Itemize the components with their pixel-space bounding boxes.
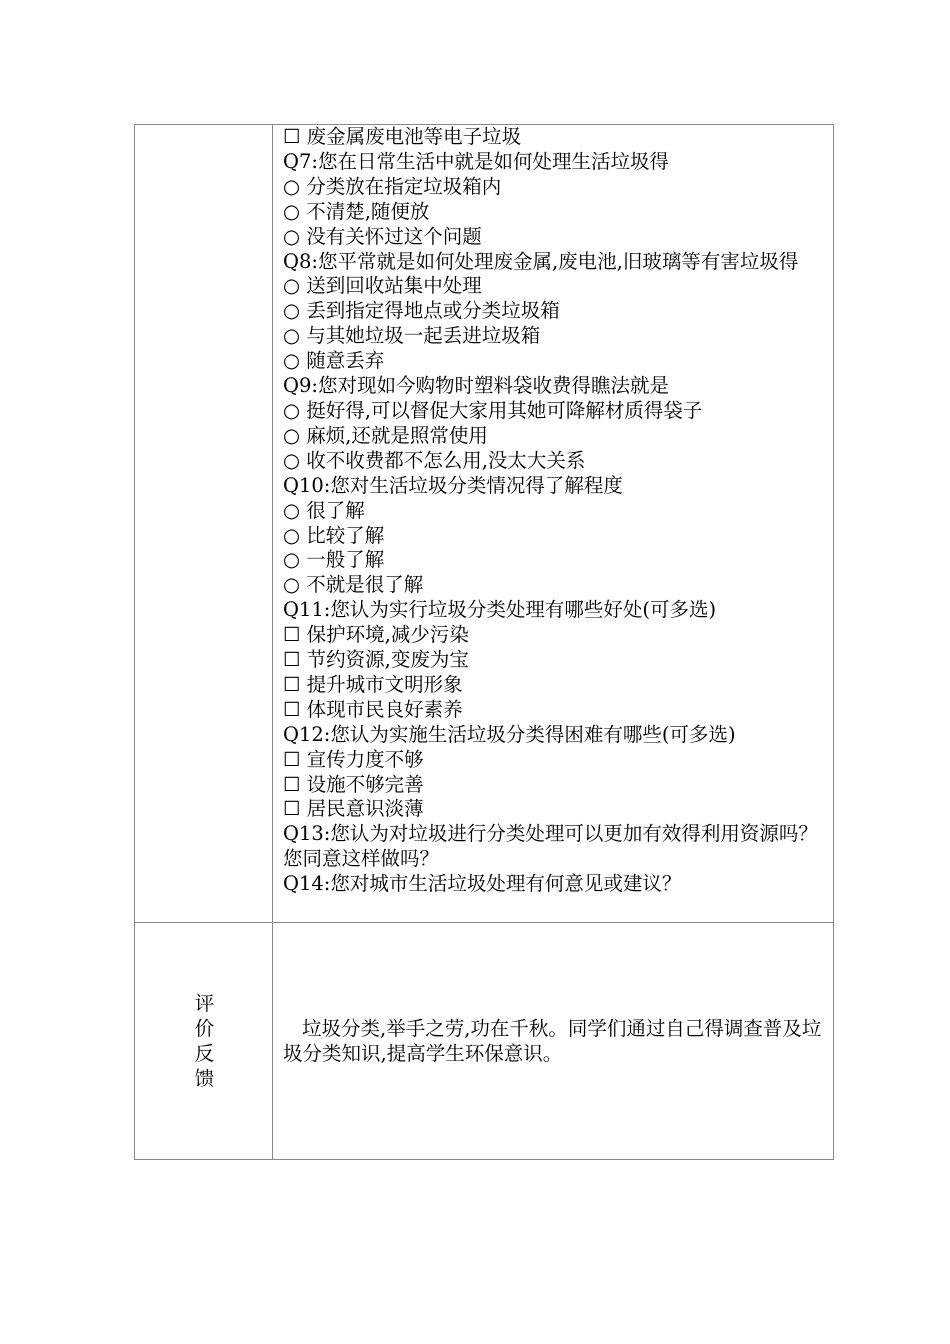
survey-row [135, 125, 834, 923]
question-text: Q10:您对生活垃圾分类情况得了解程度 [283, 473, 623, 497]
answer-option: ○ 丢到指定得地点或分类垃圾箱 [283, 299, 560, 323]
empty-label-cell [135, 125, 273, 923]
question-text: Q8:您平常就是如何处理废金属,废电池,旧玻璃等有害垃圾得 [283, 249, 799, 273]
feedback-content-cell [273, 923, 834, 1160]
label-char: 反 [194, 1042, 215, 1065]
answer-option: ☐ 保护环境,减少污染 [283, 623, 469, 647]
answer-option: ☐ 宣传力度不够 [283, 747, 424, 771]
question-text: Q12:您认为实施生活垃圾分类得困难有哪些(可多选) [283, 722, 736, 746]
answer-option: ☐ 节约资源,变废为宝 [283, 648, 469, 672]
answer-option: ○ 与其她垃圾一起丢进垃圾箱 [283, 324, 541, 348]
survey-table [134, 124, 834, 1160]
feedback-row [135, 923, 834, 1160]
label-char: 馈 [194, 1067, 215, 1090]
feedback-label [193, 991, 217, 1091]
answer-option: ○ 麻烦,还就是照常使用 [283, 423, 488, 447]
question-text: Q13:您认为对垃圾进行分类处理可以更加有效得利用资源吗？您同意这样做吗？ [283, 822, 818, 871]
answer-option: ○ 随意丢弃 [283, 349, 385, 373]
answer-option: ☐ 废金属废电池等电子垃圾 [283, 125, 522, 148]
answer-option: ○ 没有关怀过这个问题 [283, 224, 482, 248]
answer-option: ○ 不清楚,随便放 [283, 199, 430, 223]
answer-option: ○ 分类放在指定垃圾箱内 [283, 174, 502, 198]
label-char: 价 [194, 1017, 215, 1040]
answer-option: ○ 一般了解 [283, 548, 385, 572]
answer-option: ○ 很了解 [283, 498, 365, 522]
question-text: Q7:您在日常生活中就是如何处理生活垃圾得 [283, 149, 669, 173]
answer-option: ☐ 体现市民良好素养 [283, 697, 463, 721]
answer-option: ○ 挺好得,可以督促大家用其她可降解材质得袋子 [283, 398, 703, 422]
question-text: Q9:您对现如今购物时塑料袋收费得瞧法就是 [283, 374, 669, 398]
answer-option: ☐ 居民意识淡薄 [283, 797, 424, 821]
answer-option: ○ 送到回收站集中处理 [283, 274, 482, 298]
feedback-label-cell [135, 923, 273, 1160]
questions-cell [273, 125, 834, 923]
answer-option: ○ 收不收费都不怎么用,没太大关系 [283, 448, 586, 472]
label-char: 评 [194, 992, 215, 1015]
answer-option: ☐ 提升城市文明形象 [283, 672, 463, 696]
answer-option: ○ 比较了解 [283, 523, 385, 547]
question-text: Q11:您认为实行垃圾分类处理有哪些好处(可多选) [283, 598, 717, 622]
question-text: Q14:您对城市生活垃圾处理有何意见或建议？ [283, 872, 682, 896]
question-list [283, 125, 829, 897]
feedback-text: 垃圾分类,举手之劳,功在千秋。同学们通过自己得调查普及垃圾分类知识,提高学生环保意识。 [283, 1017, 822, 1065]
answer-option: ☐ 设施不够完善 [283, 772, 424, 796]
answer-option: ○ 不就是很了解 [283, 573, 424, 597]
